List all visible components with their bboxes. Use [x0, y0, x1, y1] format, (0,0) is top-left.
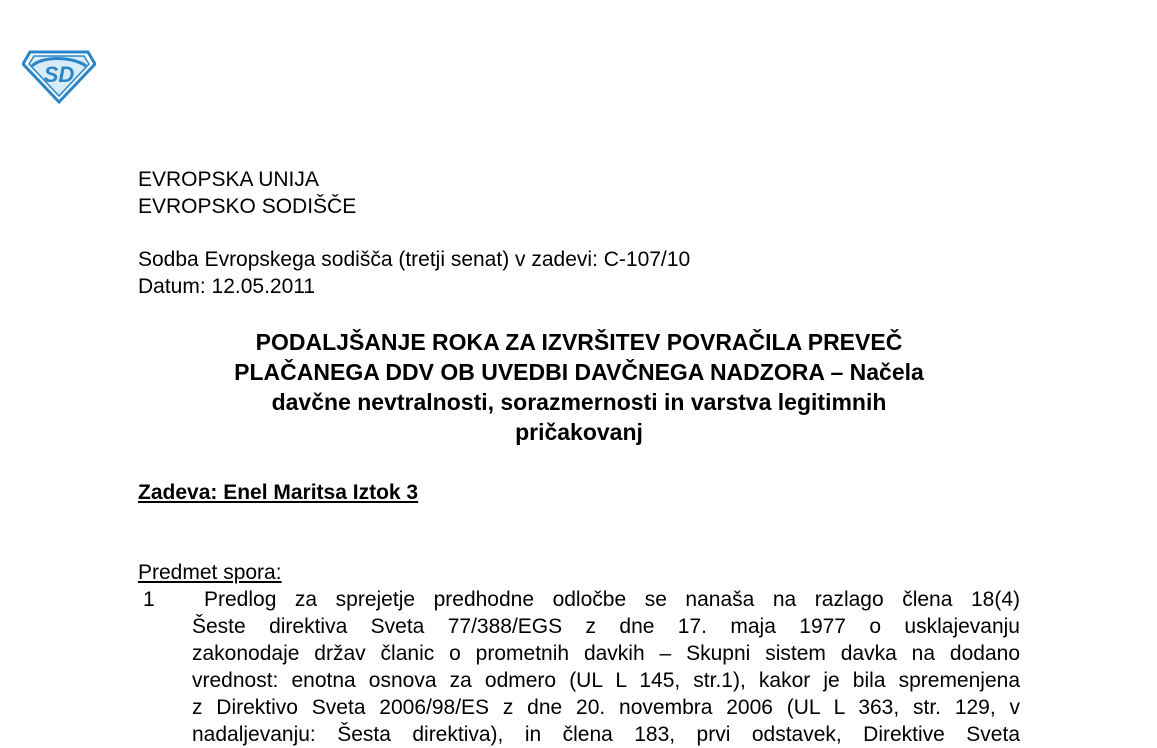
paragraph-line: z Direktivo Sveta 2006/98/ES z dne 20. novembra 2006 (UL L 363, str. 129, v [192, 696, 1020, 719]
paragraph-line: nadaljevanju: Šesta direktiva), in člena 183, prvi odstavek, Direktive Sveta [192, 723, 1020, 746]
case-label: Zadeva: Enel Maritsa Iztok 3 [138, 481, 419, 504]
sd-diamond-logo-icon [22, 48, 96, 104]
header-court: EVROPSKO SODIŠČE [138, 195, 357, 218]
date-line: Datum: 12.05.2011 [138, 275, 316, 298]
paragraph-line: vrednost: enotna osnova za odmero (UL L 145, str.1), kakor je bila spremenjena [192, 669, 1020, 692]
paragraph-text [192, 586, 1020, 748]
judgment-line: Sodba Evropskega sodišča (tretji senat) v zadevi: C-107/10 [138, 248, 691, 271]
heading-line-2: PLAČANEGA DDV OB UVEDBI DAVČNEGA NADZORA – Načela [234, 359, 924, 385]
heading-line-4: pričakovanj [515, 419, 643, 445]
meta-block [138, 246, 690, 300]
heading-line-1: PODALJŠANJE ROKA ZA IZVRŠITEV POVRAČILA PREVEČ [255, 329, 903, 355]
paragraph-line: Šeste direktiva Sveta 77/388/EGS z dne 17. maja 1977 o usklajevanju [192, 615, 1020, 638]
subject-title: Predmet spora: [138, 561, 282, 584]
paragraph-number: 1 [143, 588, 155, 611]
sd-logo [22, 48, 96, 104]
header-block [138, 166, 356, 220]
logo-text: SD [43, 62, 75, 87]
paragraph-line: zakonodaje držav članic o prometnih davkih – Skupni sistem davka na dodano [192, 642, 1020, 665]
document-heading [138, 327, 1020, 447]
heading-line-3: davčne nevtralnosti, sorazmernosti in varstva legitimnih [271, 389, 887, 415]
paragraph-line: Predlog za sprejetje predhodne odločbe se nanaša na razlago člena 18(4) [204, 588, 1020, 611]
header-eu: EVROPSKA UNIJA [138, 168, 319, 191]
